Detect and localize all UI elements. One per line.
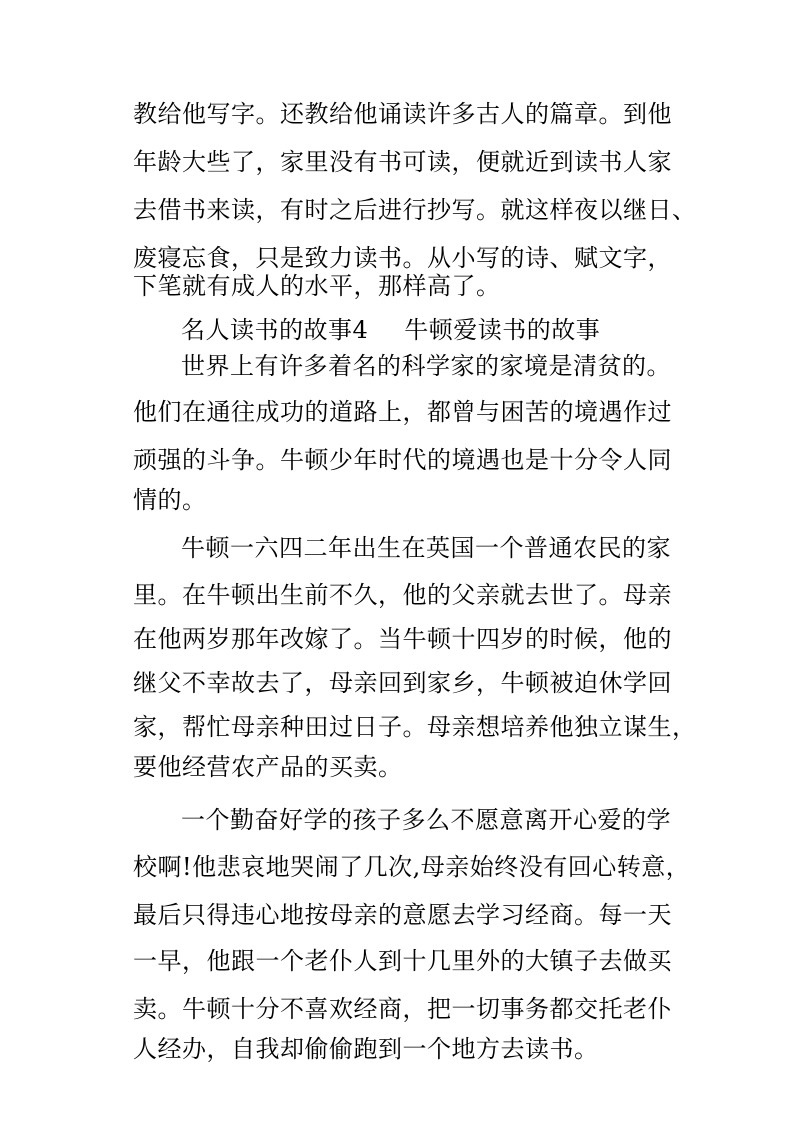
text-line: 一个勤奋好学的孩子多么不愿意离开心爱的学 (181, 806, 671, 834)
text-line: 家，帮忙母亲种田过日子。母亲想培养他独立谋生， (133, 713, 697, 741)
text-line: 里。在牛顿出生前不久，他的父亲就去世了。母亲 (133, 581, 672, 609)
text-line: 一早，他跟一个老仆人到十几里外的大镇子去做买 (133, 947, 672, 975)
text-line: 他们在通往成功的道路上，都曾与困苦的境遇作过 (133, 398, 672, 426)
text-line: 情的。 (133, 486, 207, 514)
text-line: 最后只得违心地按母亲的意愿去学习经商。每一天 (133, 901, 672, 929)
text-line: 卖。牛顿十分不喜欢经商，把一切事务都交托老仆 (133, 995, 672, 1023)
text-line: 校啊!他悲哀地哭闹了几次,母亲始终没有回心转意， (133, 853, 691, 881)
section-title: 牛顿爱读书的故事 (404, 316, 601, 344)
section-heading (181, 315, 794, 345)
text-line: 废寝忘食，只是致力读书。从小写的诗、赋文字， (133, 244, 672, 272)
section-label: 名人读书的故事4 (181, 316, 369, 344)
text-line: 下笔就有成人的水平，那样高了。 (133, 272, 501, 300)
text-line: 牛顿一六四二年出生在英国一个普通农民的家 (181, 534, 671, 562)
text-line: 去借书来读，有时之后进行抄写。就这样夜以继日、 (133, 196, 697, 224)
text-line: 人经办，自我却偷偷跑到一个地方去读书。 (133, 1035, 599, 1063)
text-line: 继父不幸故去了，母亲回到家乡，牛顿被迫休学回 (133, 669, 672, 697)
text-line: 顽强的斗争。牛顿少年时代的境遇也是十分令人同 (133, 446, 672, 474)
text-line: 要他经营农产品的买卖。 (133, 753, 403, 781)
text-line: 世界上有许多着名的科学家的家境是清贫的。 (181, 352, 671, 380)
text-line: 教给他写字。还教给他诵读许多古人的篇章。到他 (133, 100, 672, 128)
text-line: 年龄大些了，家里没有书可读，便就近到读书人家 (133, 148, 672, 176)
text-line: 在他两岁那年改嫁了。当牛顿十四岁的时候，他的 (133, 625, 672, 653)
